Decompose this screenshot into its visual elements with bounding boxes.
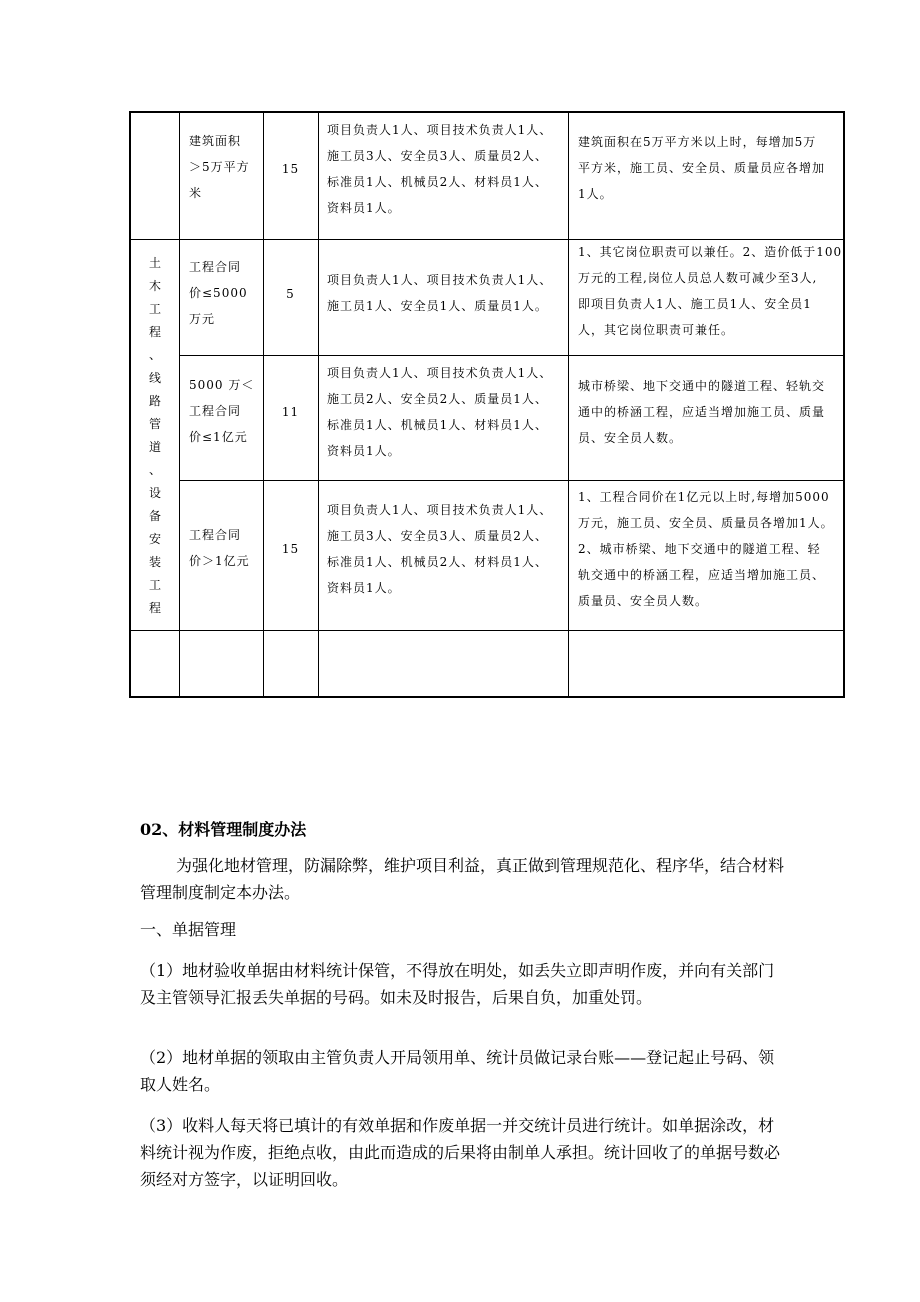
group-label-civil-engineering [131,241,179,631]
row-divider [179,355,843,356]
staffing-table [129,111,845,698]
group-label-char: 、 [148,348,161,362]
table-cell-condition: 建筑面积 ＞5万平方 米 [189,134,250,200]
group-label-char: 、 [148,463,161,477]
group-label-char: 路 [148,394,161,408]
col-divider [179,113,180,696]
table-cell-count: 11 [281,405,300,419]
group-label-char: 备 [148,509,161,523]
group-label-char: 工 [148,578,161,592]
col-divider [568,113,569,696]
table-cell-staff: 项目负责人1人、项目技术负责人1人、 施工员3人、安全员3人、质量员2人、 标准员1人、机械员2人、材料员1人、 资料员1人。 [327,123,553,215]
group-label-char: 程 [148,325,161,339]
group-label-char: 线 [148,371,161,385]
row-divider [131,630,843,631]
table-cell-condition: 5000 万＜ 工程合同 价≤1亿元 [189,378,255,444]
table-cell-count: 15 [281,542,300,556]
section-heading: 02、材料管理制度办法 [140,820,307,839]
table-cell-condition: 工程合同 价≤5000 万元 [189,260,248,326]
paragraph-2: （2）地材单据的领取由主管负责人开局领用单、统计员做记录台账——登记起止号码、领取人姓名。 [140,1048,775,1094]
group-label-char: 设 [148,486,161,500]
subsection-heading: 一、单据管理 [140,920,237,939]
table-cell-staff: 项目负责人1人、项目技术负责人1人、 施工员2人、安全员2人、质量员1人、 标准员1人、机械员1人、材料员1人、 资料员1人。 [327,366,553,458]
row-divider [179,480,843,481]
table-cell-count: 5 [286,287,295,301]
group-label-char: 木 [148,279,161,293]
group-label-char: 土 [148,256,161,270]
table-cell-count: 15 [281,162,300,176]
table-cell-staff: 项目负责人1人、项目技术负责人1人、 施工员1人、安全员1人、质量员1人。 [327,273,553,313]
group-label-char: 工 [148,302,161,316]
col-divider [318,113,319,696]
paragraph-3: （3）收料人每天将已填计的有效单据和作废单据一并交统计员进行统计。如单据涂改，材料统计视为作废，拒绝点收，由此而造成的后果将由制单人承担。统计回收了的单据号数必须经对方签字，以证明回收。 [140,1116,781,1189]
table-cell-condition: 工程合同 价＞1亿元 [189,528,250,568]
table-cell-note: 1、其它岗位职责可以兼任。2、造价低于100 万元的工程,岗位人员总人数可减少至3人, 即项目负责人1人、施工员1人、安全员1 人，其它岗位职责可兼任。 [578,245,843,337]
group-label-char: 程 [148,601,161,615]
table-cell-note: 建筑面积在5万平方米以上时，每增加5万 平方米，施工员、安全员、质量员应各增加 1人。 [578,135,826,201]
paragraph-1: （1）地材验收单据由材料统计保管，不得放在明处，如丢失立即声明作废，并向有关部门及主管领导汇报丢失单据的号码。如未及时报告，后果自负，加重处罚。 [140,961,775,1007]
table-cell-note: 城市桥梁、地下交通中的隧道工程、轻轨交 通中的桥涵工程，应适当增加施工员、质量 员、安全员人数。 [578,379,826,445]
group-label-char: 装 [148,555,161,569]
group-label-char: 管 [148,417,161,431]
table-cell-staff: 项目负责人1人、项目技术负责人1人、 施工员3人、安全员3人、质量员2人、 标准员1人、机械员2人、材料员1人、 资料员1人。 [327,503,553,595]
table-cell-note: 1、工程合同价在1亿元以上时,每增加5000 万元，施工员、安全员、质量员各增加1人。 2、城市桥梁、地下交通中的隧道工程、轻 轨交通中的桥涵工程，应适当增加施工员、 质量员、安全员人数。 [578,490,834,608]
group-label-char: 道 [148,440,161,454]
group-label-char: 安 [148,532,161,546]
intro-paragraph: 为强化地材管理，防漏除弊，维护项目利益，真正做到管理规范化、程序华，结合材料管理制度制定本办法。 [140,856,785,902]
